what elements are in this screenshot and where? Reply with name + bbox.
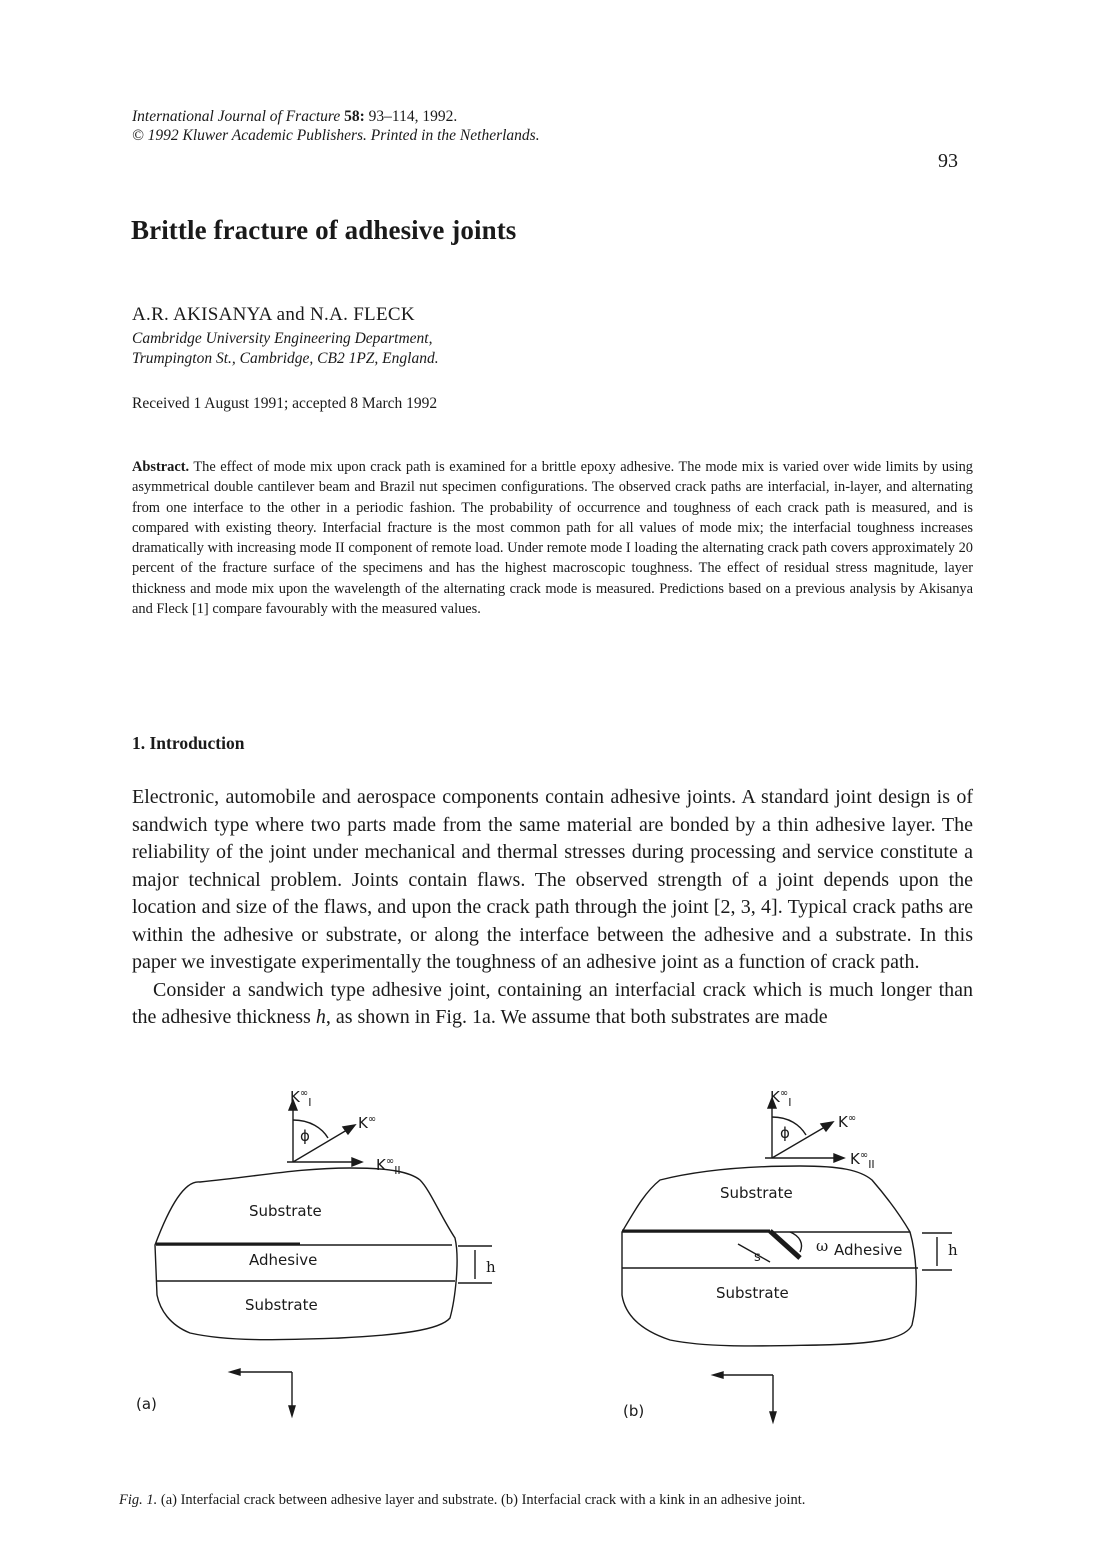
fig-b-adhesive: Adhesive — [834, 1241, 903, 1259]
journal-name: International Journal of Fracture — [132, 108, 341, 125]
fig-a-phi-label: ϕ — [300, 1127, 310, 1145]
caption-text: (a) Interfacial crack between adhesive layer and substrate. (b) Interfacial crack with a kink in an adhesive joint. — [157, 1492, 806, 1508]
fig-a-thickness: h — [486, 1258, 496, 1276]
journal-pages: 93–114, 1992. — [368, 108, 458, 125]
thickness-symbol: h — [315, 1006, 326, 1028]
figure-caption — [119, 1492, 805, 1509]
fig-b-k2-arrowhead — [834, 1154, 844, 1162]
fig-a-load-h-head — [230, 1369, 240, 1375]
section-heading: 1. Introduction — [132, 733, 245, 753]
fig-a-k1-label: $K^\infty_I$ — [290, 1088, 312, 1109]
figure-drawing — [0, 1075, 1111, 1495]
fig-b-omega: ω — [816, 1237, 829, 1255]
copyright-line: © 1992 Kluwer Academic Publishers. Printed in the Netherlands. — [132, 127, 540, 144]
fig-b-thickness: h — [948, 1241, 958, 1259]
affiliation-line-1: Cambridge University Engineering Department, — [132, 330, 433, 347]
fig-a-k2-arrowhead — [352, 1158, 362, 1166]
page-number: 93 — [938, 150, 958, 172]
fig-a-kinf-label: K∞ — [358, 1114, 377, 1132]
fig-a-substrate-top: Substrate — [249, 1202, 322, 1220]
paragraph-2-end: , as shown in Fig. 1a. We assume that both substrates are made — [325, 1006, 828, 1028]
fig-a-kinf-arrowhead — [343, 1125, 355, 1134]
authors: A.R. AKISANYA and N.A. FLECK — [132, 304, 415, 325]
abstract-label: Abstract. — [132, 459, 190, 475]
fig-a-substrate-bottom: Substrate — [245, 1296, 318, 1314]
fig-b-panel-label: (b) — [623, 1402, 645, 1420]
fig-b-substrate-top: Substrate — [720, 1184, 793, 1202]
fig-b-phi-label: ϕ — [780, 1124, 790, 1142]
paragraph-2 — [132, 977, 973, 1032]
fig-a-phi-arc — [293, 1120, 328, 1138]
fig-b-k1-label: $K^\infty_I$ — [770, 1088, 792, 1109]
fig-b-load-h-head — [713, 1372, 723, 1378]
body-text — [132, 784, 973, 1032]
paragraph-1: Electronic, automobile and aerospace components contain adhesive joints. A standard joint design is of sandwich type where two parts made from the same material are bonded by a thin adhesive layer. The reliability of the joint under mechanical and thermal stresses during processing and service constitute a major technical problem. Joints contain flaws. The observed strength of a joint depends upon the location and size of the flaws, and upon the crack path through the joint [2, 3, 4]. Typical crack paths are within the adhesive or substrate, or along the interface between the adhesive and a substrate. In this paper we investigate experimentally the toughness of an adhesive joint as a function of crack path. — [132, 786, 973, 973]
affiliation-line-2: Trumpington St., Cambridge, CB2 1PZ, England. — [132, 350, 439, 367]
abstract-text: The effect of mode mix upon crack path is examined for a brittle epoxy adhesive. The mode mix is varied over wide limits by using asymmetrical double cantilever beam and Brazil nut specimen configurations. The observed crack paths are interfacial, in-layer, and alternating from one interface to the other in a periodic fashion. The probability of occurrence and toughness of each crack path is measured, and is compared with existing theory. Interfacial fracture is the most common path for all values of mode mix; the interfacial toughness increases dramatically with increasing mode II component of remote load. Under remote mode I loading the alternating crack path covers approximately 20 percent of the fracture surface of the specimens and has the highest macroscopic toughness. The effect of residual stress magnitude, layer thickness and mode mix upon the wavelength of the alternating crack mode is measured. Predictions based on a previous analysis by Akisanya and Fleck [1] compare favourably with the measured values. — [132, 459, 973, 618]
fig-a-adhesive: Adhesive — [249, 1251, 318, 1269]
fig-a-panel-label: (a) — [136, 1395, 157, 1413]
fig-b-kinf-arrowhead — [821, 1122, 833, 1131]
fig-a-load-v-head — [289, 1406, 295, 1416]
figure-1 — [0, 1075, 1111, 1495]
journal-citation — [132, 107, 540, 145]
journal-line-1 — [132, 107, 540, 126]
fig-b-kinf-label: K∞ — [838, 1113, 857, 1131]
abstract — [132, 457, 973, 619]
fig-a-k2-label: $K^\infty_{II}$ — [376, 1156, 401, 1177]
fig-b-substrate-bottom: Substrate — [716, 1284, 789, 1302]
affiliation — [132, 329, 439, 369]
fig-b-s: s — [754, 1250, 761, 1265]
journal-volume: 58: — [344, 108, 365, 125]
fig-b-k2-label: $K^\infty_{II}$ — [850, 1150, 875, 1171]
fig-b-load-v-head — [770, 1412, 776, 1422]
paper-title: Brittle fracture of adhesive joints — [131, 215, 517, 245]
paragraph-2-start: Consider a sandwich type adhesive joint, containing an interfacial crack which is much longer than the adhesive thickness — [132, 978, 973, 1028]
received-date: Received 1 August 1991; accepted 8 March 1992 — [132, 395, 438, 412]
caption-label: Fig. 1. — [119, 1492, 158, 1508]
